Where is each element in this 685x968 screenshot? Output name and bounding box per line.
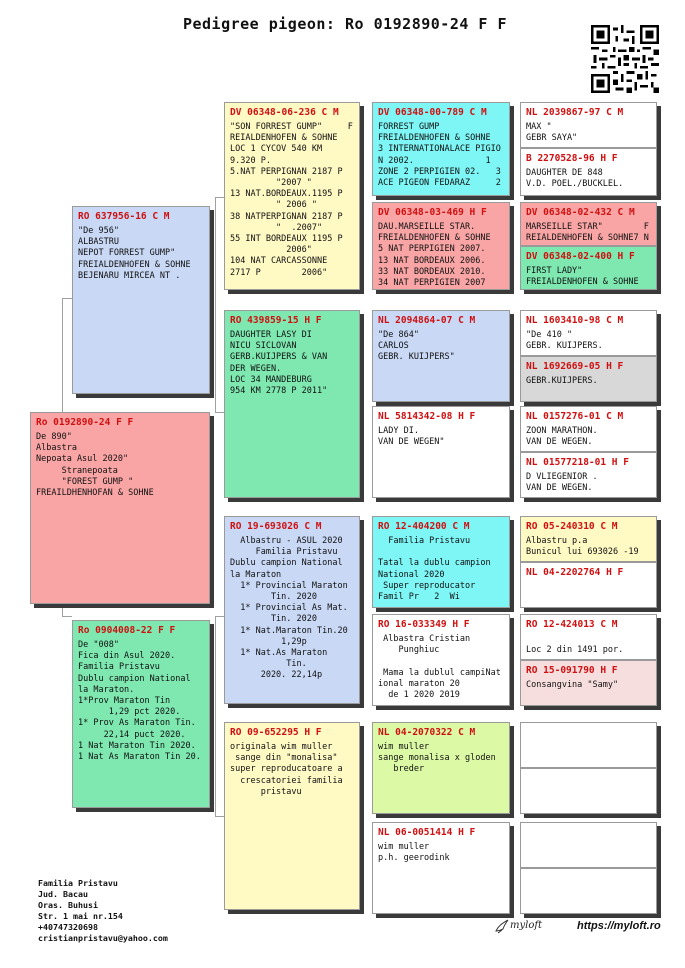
ring-number: B 2270528-96 H F xyxy=(526,153,618,164)
pigeon-description: wim muller p.h. geerodink xyxy=(378,842,450,864)
pigeon-description: wim muller sange monalisa x gloden breder xyxy=(378,742,496,775)
pigeon-description: ZOON MARATHON. VAN DE WEGEN. xyxy=(526,426,598,448)
page-title: Pedigree pigeon: Ro 0192890-24 F F xyxy=(182,15,508,33)
ring-number: Ro 0904008-22 F F xyxy=(78,625,176,636)
pigeon-description: LADY DI. VAN DE WEGEN" xyxy=(378,426,445,448)
pigeon-description: De "008" Fica din Asul 2020. Familia Pristavu Dublu campion National la Maraton. 1*Prov Maraton Tin 1,29 pct 2020. 1* Prov As Maraton Tin. 22,14 puct 2020. 1 Nat Maraton Tin 2020. 1 Nat As Maraton Tin 20. xyxy=(78,640,201,763)
subject-pigeon-card[interactable] xyxy=(30,412,210,604)
g5-card-2[interactable] xyxy=(520,148,657,196)
sss-card[interactable] xyxy=(372,102,510,196)
pigeon-description: DAUGHTER DE 848 V.D. POEL./BUCKLEL. xyxy=(526,168,624,190)
connector-line xyxy=(215,197,224,198)
dam-sire-card[interactable] xyxy=(224,516,360,704)
g5-card-empty xyxy=(520,722,657,768)
pigeon-description: De 890" Albastra Nepoata Asul 2020" Stranepoata "FOREST GUMP " FREAILDHENHOFAN & SOHNE xyxy=(36,432,154,499)
connector-line xyxy=(62,298,72,299)
pigeon-description: "De 410 " GEBR. KUIJPERS. xyxy=(526,330,603,352)
g5-card-7[interactable] xyxy=(520,406,657,452)
pigeon-description: MAX " GEBR SAYA" xyxy=(526,122,578,144)
pigeon-description xyxy=(521,579,656,585)
g5-card-6[interactable] xyxy=(520,356,657,402)
dam-dam-card[interactable] xyxy=(224,722,360,910)
ring-number: NL 04-2070322 C M xyxy=(378,727,476,738)
ring-number: NL 01577218-01 H F xyxy=(526,457,629,468)
ring-number: NL 1692669-05 H F xyxy=(526,361,624,372)
website-link[interactable]: https://myloft.ro xyxy=(577,920,661,932)
ring-number: NL 1603410-98 C M xyxy=(526,315,624,326)
ring-number: RO 09-652295 H F xyxy=(230,727,322,738)
ddd-card[interactable] xyxy=(372,822,510,914)
connector-line xyxy=(215,412,224,413)
ring-number: RO 12-424013 C M xyxy=(526,619,618,630)
ring-number: DV 06348-02-432 C M xyxy=(526,207,635,218)
dam-card[interactable] xyxy=(72,620,210,808)
g5-card-empty xyxy=(520,822,657,868)
g5-card-empty xyxy=(520,768,657,814)
pigeon-description: "De 864" CARLOS GEBR. KUIJPERS" xyxy=(378,330,455,363)
pigeon-description: Albastra Cristian Punghiuc Mama la dublul campiNat ional maraton 20 de 1 2020 2019 xyxy=(378,634,501,701)
g5-card-1[interactable] xyxy=(520,102,657,148)
breeder-contact: Familia Pristavu Jud. Bacau Oras. Buhusi Str. 1 mai nr.154 +40747320698 cristianpristavu@yahoo.com xyxy=(38,878,168,943)
pigeon-description: originala wim muller sange din "monalisa" super reproducatoare a crescatoriei familia pristavu xyxy=(230,742,343,797)
qr-code-icon xyxy=(591,25,659,93)
ring-number: DV 06348-03-469 H F xyxy=(378,207,487,218)
pigeon-description: Loc 2 din 1491 por. xyxy=(526,645,624,656)
ring-number: DV 06348-06-236 C M xyxy=(230,107,339,118)
pigeon-description: FORREST GUMP FREIALDENHOFEN & SOHNE 3 INTERNATIONALACE PIGIO N 2002. 1 ZONE 2 PERPIGIEN 02. 3 ACE PIGEON FEDARAZ 2 xyxy=(378,122,501,189)
ring-number: NL 0157276-01 C M xyxy=(526,411,624,422)
connector-line xyxy=(215,197,216,412)
ring-number: RO 637956-16 C M xyxy=(78,211,170,222)
g5-card-5[interactable] xyxy=(520,310,657,356)
sire-card[interactable] xyxy=(72,206,210,394)
sire-dam-card[interactable] xyxy=(224,310,360,498)
pigeon-description: Familia Pristavu Tatal la dublu campion National 2020 Super reproducator Famil Pr 2 Wi xyxy=(378,536,491,603)
pigeon-description: FIRST LADY" FREIALDENHOFEN & SOHNE xyxy=(526,266,639,288)
sire-sire-card[interactable] xyxy=(224,102,360,290)
connector-line xyxy=(215,616,216,816)
g5-card-11[interactable] xyxy=(520,614,657,660)
g5-card-empty xyxy=(520,868,657,914)
pigeon-description: Albastru p.a Bunicul lui 693026 -19 xyxy=(526,536,639,558)
ring-number: RO 15-091790 H F xyxy=(526,665,618,676)
pigeon-description: "De 956" ALBASTRU NEPOT FORREST GUMP" FREIALDENHOFEN & SOHNE BEJENARU MIRCEA NT . xyxy=(78,226,191,281)
sdd-card[interactable] xyxy=(372,406,510,498)
ring-number: RO 12-404200 C M xyxy=(378,521,470,532)
g5-card-8[interactable] xyxy=(520,452,657,498)
pigeon-description: GEBR.KUIJPERS. xyxy=(526,376,598,386)
ssd-card[interactable] xyxy=(372,202,510,290)
ring-number: Ro 0192890-24 F F xyxy=(36,417,134,428)
sds-card[interactable] xyxy=(372,310,510,402)
g5-card-9[interactable] xyxy=(520,516,657,562)
g5-card-12[interactable] xyxy=(520,660,657,706)
pigeon-description: MARSEILLE STAR" F REIALDENHOFEN & SOHNE7 N xyxy=(526,222,649,244)
connector-line xyxy=(62,616,72,617)
ring-number: RO 05-240310 C M xyxy=(526,521,618,532)
g5-card-10[interactable] xyxy=(520,562,657,608)
pigeon-description: Albastru - ASUL 2020 Familia Pristavu Dublu campion National la Maraton 1* Provincial Maraton Tin. 2020 1* Provincial As Mat. Tin. 2020 1* Nat.Maraton Tin.20 1,29p 1* Nat.As Maraton Tin. 2020. 22,14p xyxy=(230,536,348,681)
connector-line xyxy=(215,816,224,817)
pigeon-description: "SON FORREST GUMP" F REIALDENHOFEN & SOHNE LOC 1 CYCOV 540 KM 9.320 P. 5.NAT PERPIGNAN 2187 P "2007 " 13 NAT.BORDEAUX.1195 P " 2006 " 38 NATPERPIGNAN 2187 P " .2007" 55 INT BORDEAUX 1195 P 2006" 104 NAT CARCASSONNE 2717 P 2006" xyxy=(230,122,353,278)
ring-number: DV 06348-00-789 C M xyxy=(378,107,487,118)
ring-number: RO 439859-15 H F xyxy=(230,315,322,326)
ring-number: NL 2039867-97 C M xyxy=(526,107,624,118)
pigeon-description: D VLIEGENIOR . VAN DE WEGEN. xyxy=(526,472,598,494)
dsd-card[interactable] xyxy=(372,614,510,706)
connector-line xyxy=(215,616,224,617)
g5-card-3[interactable] xyxy=(520,202,657,246)
pigeon-description: Consangvina "Samy" xyxy=(526,680,619,690)
ring-number: NL 2094864-07 C M xyxy=(378,315,476,326)
ring-number: RO 19-693026 C M xyxy=(230,521,322,532)
ring-number: NL 04-2202764 H F xyxy=(526,567,624,578)
dds-card[interactable] xyxy=(372,722,510,814)
dss-card[interactable] xyxy=(372,516,510,608)
ring-number: DV 06348-02-400 H F xyxy=(526,251,635,262)
g5-card-4[interactable] xyxy=(520,246,657,290)
ring-number: NL 5814342-08 H F xyxy=(378,411,476,422)
myloft-logo: myloft xyxy=(510,920,543,931)
bird-logo-icon xyxy=(494,917,510,935)
pigeon-description: DAU.MARSEILLE STAR. FREIALDENHOFEN & SOHNE 5 NAT PERPIGIEN 2007. 13 NAT BORDEAUX 2006. 33 NAT BORDEAUX 2010. 34 NAT PERPIGIEN 2007 xyxy=(378,222,491,289)
pigeon-description: DAUGHTER LASY DI NICU SICLOVAN GERB.KUIJPERS & VAN DER WEGEN. LOC 34 MANDEBURG 954 KM 2778 P 2011" xyxy=(230,330,328,397)
ring-number: NL 06-0051414 H F xyxy=(378,827,476,838)
ring-number: RO 16-033349 H F xyxy=(378,619,470,630)
